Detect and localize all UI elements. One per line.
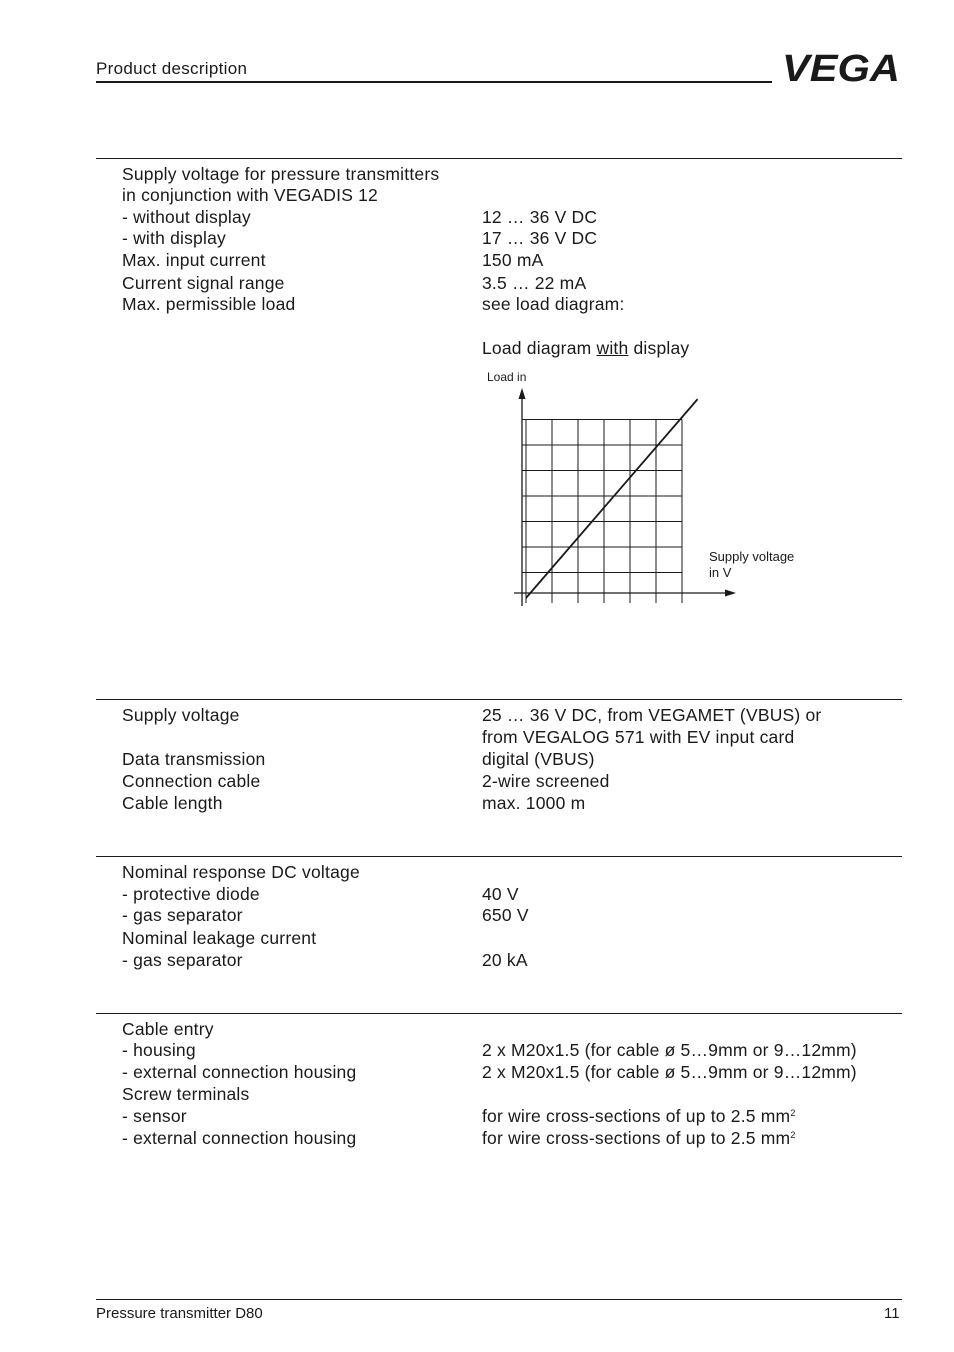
label-with-display: - with display (122, 228, 226, 248)
value-gas-separator-1: 650 V (482, 905, 529, 925)
value-max-load: see load diagram: (482, 294, 625, 314)
label-screw-terminals: Screw terminals (122, 1084, 250, 1104)
value-housing: 2 x M20x1.5 (for cable ø 5…9mm or 9…12mm) (482, 1040, 857, 1060)
value-sensor (482, 1106, 796, 1127)
value-connection-cable: 2-wire screened (482, 771, 610, 791)
y-axis-arrow (519, 388, 526, 399)
label-cable-entry: Cable entry (122, 1019, 214, 1039)
value-max-input-current: 150 mA (482, 250, 544, 270)
value-supply-voltage-cont: from VEGALOG 571 with EV input card (482, 727, 795, 747)
label-nominal-leakage: Nominal leakage current (122, 928, 317, 948)
logo-text: VEGA (782, 50, 900, 84)
section-rule-1 (96, 158, 902, 159)
section-rule-3 (96, 856, 902, 857)
label-max-input-current: Max. input current (122, 250, 266, 270)
value-ext-housing-2-text: for wire cross-sections of up to 2.5 mm (482, 1128, 791, 1148)
x-axis-label-line1: Supply voltage (709, 549, 795, 564)
superscript-2b: 2 (790, 1130, 796, 1140)
label-protective-diode: - protective diode (122, 884, 260, 904)
value-supply-voltage: 25 … 36 V DC, from VEGAMET (VBUS) or (482, 705, 822, 725)
value-without-display: 12 … 36 V DC (482, 207, 598, 227)
header-rule (96, 81, 772, 83)
label-sensor: - sensor (122, 1106, 187, 1126)
load-diagram-caption (482, 338, 689, 359)
value-ext-housing-2 (482, 1128, 796, 1149)
footer-title: Pressure transmitter D80 (96, 1305, 263, 1322)
value-cable-length: max. 1000 m (482, 793, 586, 813)
label-data-transmission: Data transmission (122, 749, 266, 769)
caption-prefix: Load diagram (482, 338, 597, 358)
label-without-display: - without display (122, 207, 251, 227)
label-max-load: Max. permissible load (122, 294, 296, 314)
value-ext-housing-1: 2 x M20x1.5 (for cable ø 5…9mm or 9…12mm) (482, 1062, 857, 1082)
label-cable-length: Cable length (122, 793, 223, 813)
label-supply-voltage: Supply voltage (122, 705, 240, 725)
label-gas-separator-1: - gas separator (122, 905, 243, 925)
value-data-transmission: digital (VBUS) (482, 749, 595, 769)
value-with-display: 17 … 36 V DC (482, 228, 598, 248)
footer-rule (96, 1299, 902, 1300)
label-ext-housing-1: - external connection housing (122, 1062, 357, 1082)
y-axis-label: Load in (487, 370, 527, 384)
x-axis-label-line2: in V (709, 565, 732, 580)
header-title: Product description (96, 59, 248, 78)
section-rule-4 (96, 1013, 902, 1014)
label-housing: - housing (122, 1040, 196, 1060)
caption-suffix: display (628, 338, 690, 358)
load-diagram (480, 365, 820, 615)
value-protective-diode: 40 V (482, 884, 519, 904)
label-gas-separator-2: - gas separator (122, 950, 243, 970)
value-current-signal-range: 3.5 … 22 mA (482, 273, 587, 293)
superscript-2: 2 (790, 1108, 796, 1118)
label-conjunction: in conjunction with VEGADIS 12 (122, 185, 378, 205)
vega-logo (782, 50, 902, 84)
label-nominal-response: Nominal response DC voltage (122, 862, 360, 882)
value-sensor-text: for wire cross-sections of up to 2.5 mm (482, 1106, 791, 1126)
x-axis-arrow (725, 590, 736, 597)
section-rule-2 (96, 699, 902, 700)
label-connection-cable: Connection cable (122, 771, 261, 791)
caption-underlined: with (596, 338, 629, 358)
label-supply-voltage-heading: Supply voltage for pressure transmitters (122, 164, 440, 184)
label-current-signal-range: Current signal range (122, 273, 285, 293)
page-number: 11 (884, 1305, 900, 1322)
label-ext-housing-2: - external connection housing (122, 1128, 357, 1148)
value-gas-separator-2: 20 kA (482, 950, 528, 970)
